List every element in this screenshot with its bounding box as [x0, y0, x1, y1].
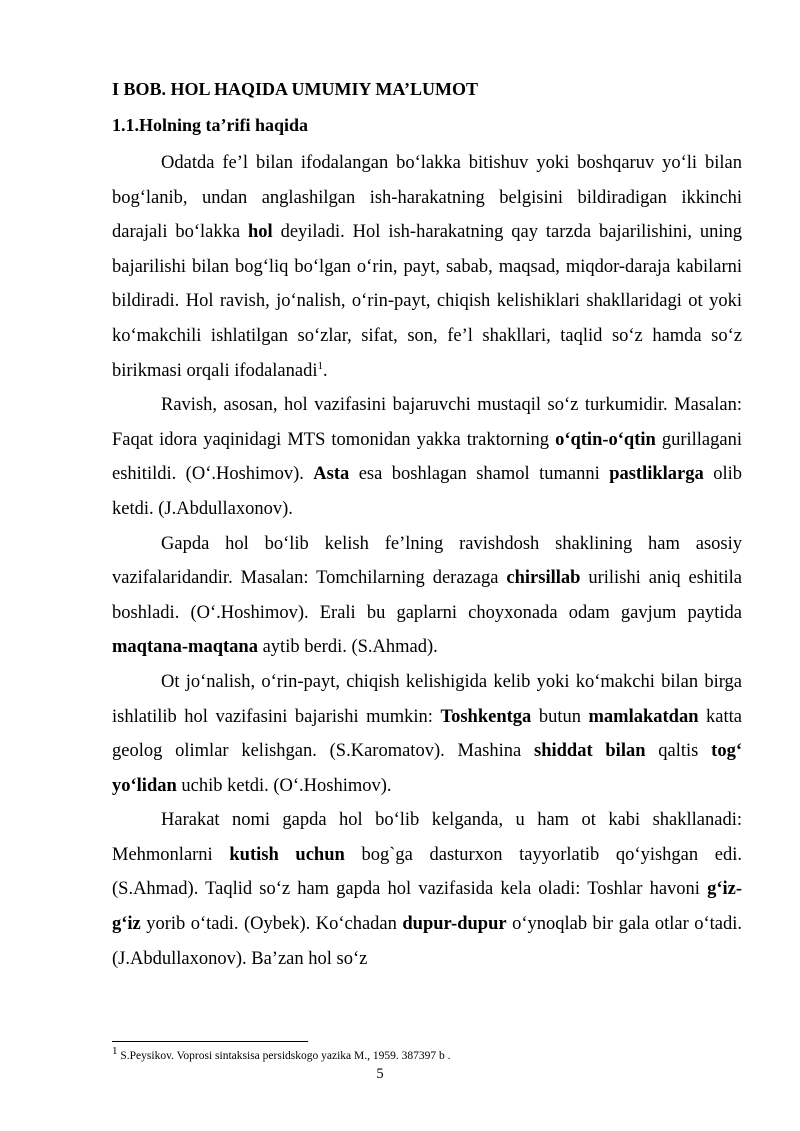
bold-term: chirsillab	[506, 568, 581, 589]
bold-term: dupur-dupur	[402, 914, 507, 935]
footnote-reference: 1	[317, 359, 323, 372]
text-run: Odatda fe’l bilan ifodalangan bo‘lakka bitishuv yoki boshqaruv yo‘li bilan bog‘lanib, undan anglashilgan ish-harakatning belgisini bildiradigan ikkinchi darajali bo‘lakka	[112, 153, 742, 243]
text-run: deyiladi. Hol ish-harakatning qay tarzda bajarilishini, uning bajarilishi bilan bog‘liq bo‘lgan o‘rin, payt, sabab, maqsad, miqdor-daraja kabilarni bildiradi. Hol ravish, jo‘nalish, o‘rin-payt, chiqish kelishiklari shakllaridagi ot yoki ko‘makchili ishlatilgan so‘zlar, sifat, son, fe’l shakllari, taqlid so‘z hamda so‘z birikmasi orqali ifodalanadi	[112, 222, 743, 381]
text-run: Ravish, asosan, hol vazifasini bajaruvchi mustaqil so‘z turkumidir. Masalan: Faqat idora yaqinidagi MTS tomonidan yakka traktorning	[112, 395, 742, 450]
section-heading: 1.1.Holning ta’rifi haqida	[112, 115, 309, 135]
text-run: qaltis	[645, 741, 712, 762]
text-run: yorib o‘tadi. (Oybek). Ko‘chadan	[140, 914, 403, 935]
chapter-heading: I BOB. HOL HAQIDA UMUMIY MA’LUMOT	[112, 79, 479, 99]
text-run: katta geolog olimlar kelishgan. (S.Karomatov). Mashina	[112, 706, 742, 762]
bold-term: o‘qtin-o‘qtin	[555, 429, 656, 450]
page-number: 5	[376, 1066, 384, 1082]
text-run: olib ketdi. (J.Abdullaxonov).	[112, 464, 742, 519]
text-run: .	[323, 360, 328, 381]
paragraph	[112, 665, 742, 803]
text-run: Harakat nomi gapda hol bo‘lib kelganda, u ham ot kabi shakllanadi: Mehmonlarni	[112, 810, 742, 865]
paragraph	[112, 146, 742, 388]
bold-term: tog‘ yo‘lidan	[112, 741, 742, 796]
bold-term: kutish uchun	[229, 844, 345, 865]
paragraph	[112, 527, 742, 665]
bold-term: Toshkentga	[440, 706, 532, 727]
text-run: o‘ynoqlab bir gala otlar o‘tadi. (J.Abdullaxonov). Ba’zan hol so‘z	[112, 914, 742, 969]
footnote	[112, 1045, 451, 1063]
bold-term: mamlakatdan	[588, 706, 699, 727]
text-run: butun	[531, 706, 589, 727]
text-run: Ot jo‘nalish, o‘rin-payt, chiqish kelishigida kelib yoki ko‘makchi bilan birga ishlatilib hol vazifasini bajarishi mumkin:	[112, 671, 742, 727]
text-run: Gapda hol bo‘lib kelish fe’lning ravishdosh shaklining ham asosiy vazifalaridandir. Masalan: Tomchilarning derazaga	[112, 533, 742, 589]
body-text	[112, 146, 742, 976]
text-run: esa boshlagan shamol tumanni	[349, 464, 610, 485]
bold-term: shiddat bilan	[534, 741, 646, 762]
bold-term: pastliklarga	[609, 464, 704, 485]
text-run: aytib berdi. (S.Ahmad).	[257, 637, 438, 658]
footnote-separator	[112, 1041, 308, 1042]
text-run: bog`ga dasturxon tayyorlatib qo‘yishgan edi. (S.Ahmad). Taqlid so‘z ham gapda hol vazifasida kela oladi: Toshlar havoni	[112, 844, 743, 900]
paragraph	[112, 803, 742, 976]
bold-term: hol	[247, 222, 273, 243]
text-run: gurillagani eshitildi. (O‘.Hoshimov).	[112, 429, 742, 485]
footnote-text: S.Peysikov. Voprosi sintaksisa persidskogo yazika M., 1959. 387397 b .	[117, 1050, 451, 1062]
footnote-mark: 1	[112, 1045, 118, 1058]
paragraph	[112, 388, 742, 526]
text-run: urilishi aniq eshitila boshladi. (O‘.Hoshimov). Erali bu gaplarni choyxonada odam gavjum paytida	[112, 568, 742, 623]
bold-term: maqtana-maqtana	[112, 637, 258, 658]
bold-term: g‘iz-g‘iz	[112, 879, 742, 935]
bold-term: Asta	[313, 464, 350, 485]
text-run: uchib ketdi. (O‘.Hoshimov).	[176, 775, 392, 796]
